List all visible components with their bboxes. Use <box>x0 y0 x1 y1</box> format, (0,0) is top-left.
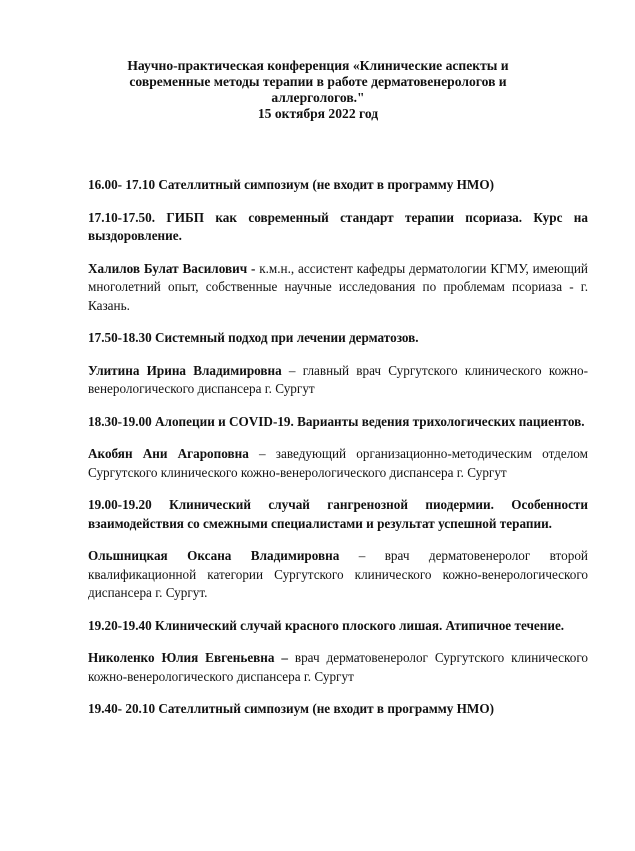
speaker-description: – заведующий организационно-методическим отделом Сургутского клинического кожно-венерологического диспансера г. Сургут <box>88 446 588 480</box>
session-title: 18.30-19.00 Алопеции и COVID-19. Варианты ведения трихологических пациентов. <box>88 413 585 429</box>
conference-date: 15 октября 2022 год <box>257 106 379 121</box>
session-title: 19.20-19.40 Клинический случай красного плоского лишая. Атипичное течение. <box>88 617 565 633</box>
speaker-entry <box>88 547 588 603</box>
speaker-name: Акобян Ани Агароповна <box>88 446 249 461</box>
session-title: 16.00- 17.10 Сателлитный симпозиум (не входит в программу НМО) <box>88 177 495 192</box>
speaker-entry <box>88 260 588 316</box>
speaker-description: – главный врач Сургутского клинического кожно-венерологического диспансера г. Сургут <box>88 362 588 396</box>
document-title <box>108 58 528 122</box>
title-line-2: современные методы терапии в работе дерматовенерологов и <box>129 74 507 89</box>
session-title: 19.40- 20.10 Сателлитный симпозиум (не входит в программу НМО) <box>88 701 495 716</box>
speaker-description: врач дерматовенеролог Сургутского клинического кожно-венерологического диспансера г. Сургут <box>88 650 588 684</box>
speaker-description: к.м.н., ассистент кафедры дерматологии КГМУ, имеющий многолетний опыт, собственные научные исследования по проблемам псориаза - г. Казань. <box>88 260 588 313</box>
speaker-entry <box>88 362 588 399</box>
speaker-entry <box>88 649 588 686</box>
speaker-name: Николенко Юлия Евгеньевна – <box>88 650 288 665</box>
session-title: 17.10-17.50. ГИБП как современный стандарт терапии псориаза. Курс на выздоровление. <box>88 209 588 243</box>
session-title: 19.00-19.20 Клинический случай гангренозной пиодермии. Особенности взаимодействия со смежными специалистами и результат успешной терапии. <box>88 497 588 531</box>
title-line-1: Научно-практическая конференция «Клинические аспекты и <box>127 58 509 73</box>
speaker-description: – врач дерматовенеролог второй квалификационной категории Сургутского клинического кожно-венерологического диспансера г. Сургут. <box>88 548 588 600</box>
speaker-entry <box>88 445 588 482</box>
title-line-3: аллергологов." <box>271 90 365 105</box>
session-title: 17.50-18.30 Системный подход при лечении дерматозов. <box>88 330 419 345</box>
speaker-name: Ольшницкая Оксана Владимировна <box>88 548 340 563</box>
speaker-name: Халилов Булат Василович - <box>88 260 256 276</box>
program-list <box>88 176 588 719</box>
speaker-name: Улитина Ирина Владимировна <box>88 362 282 378</box>
